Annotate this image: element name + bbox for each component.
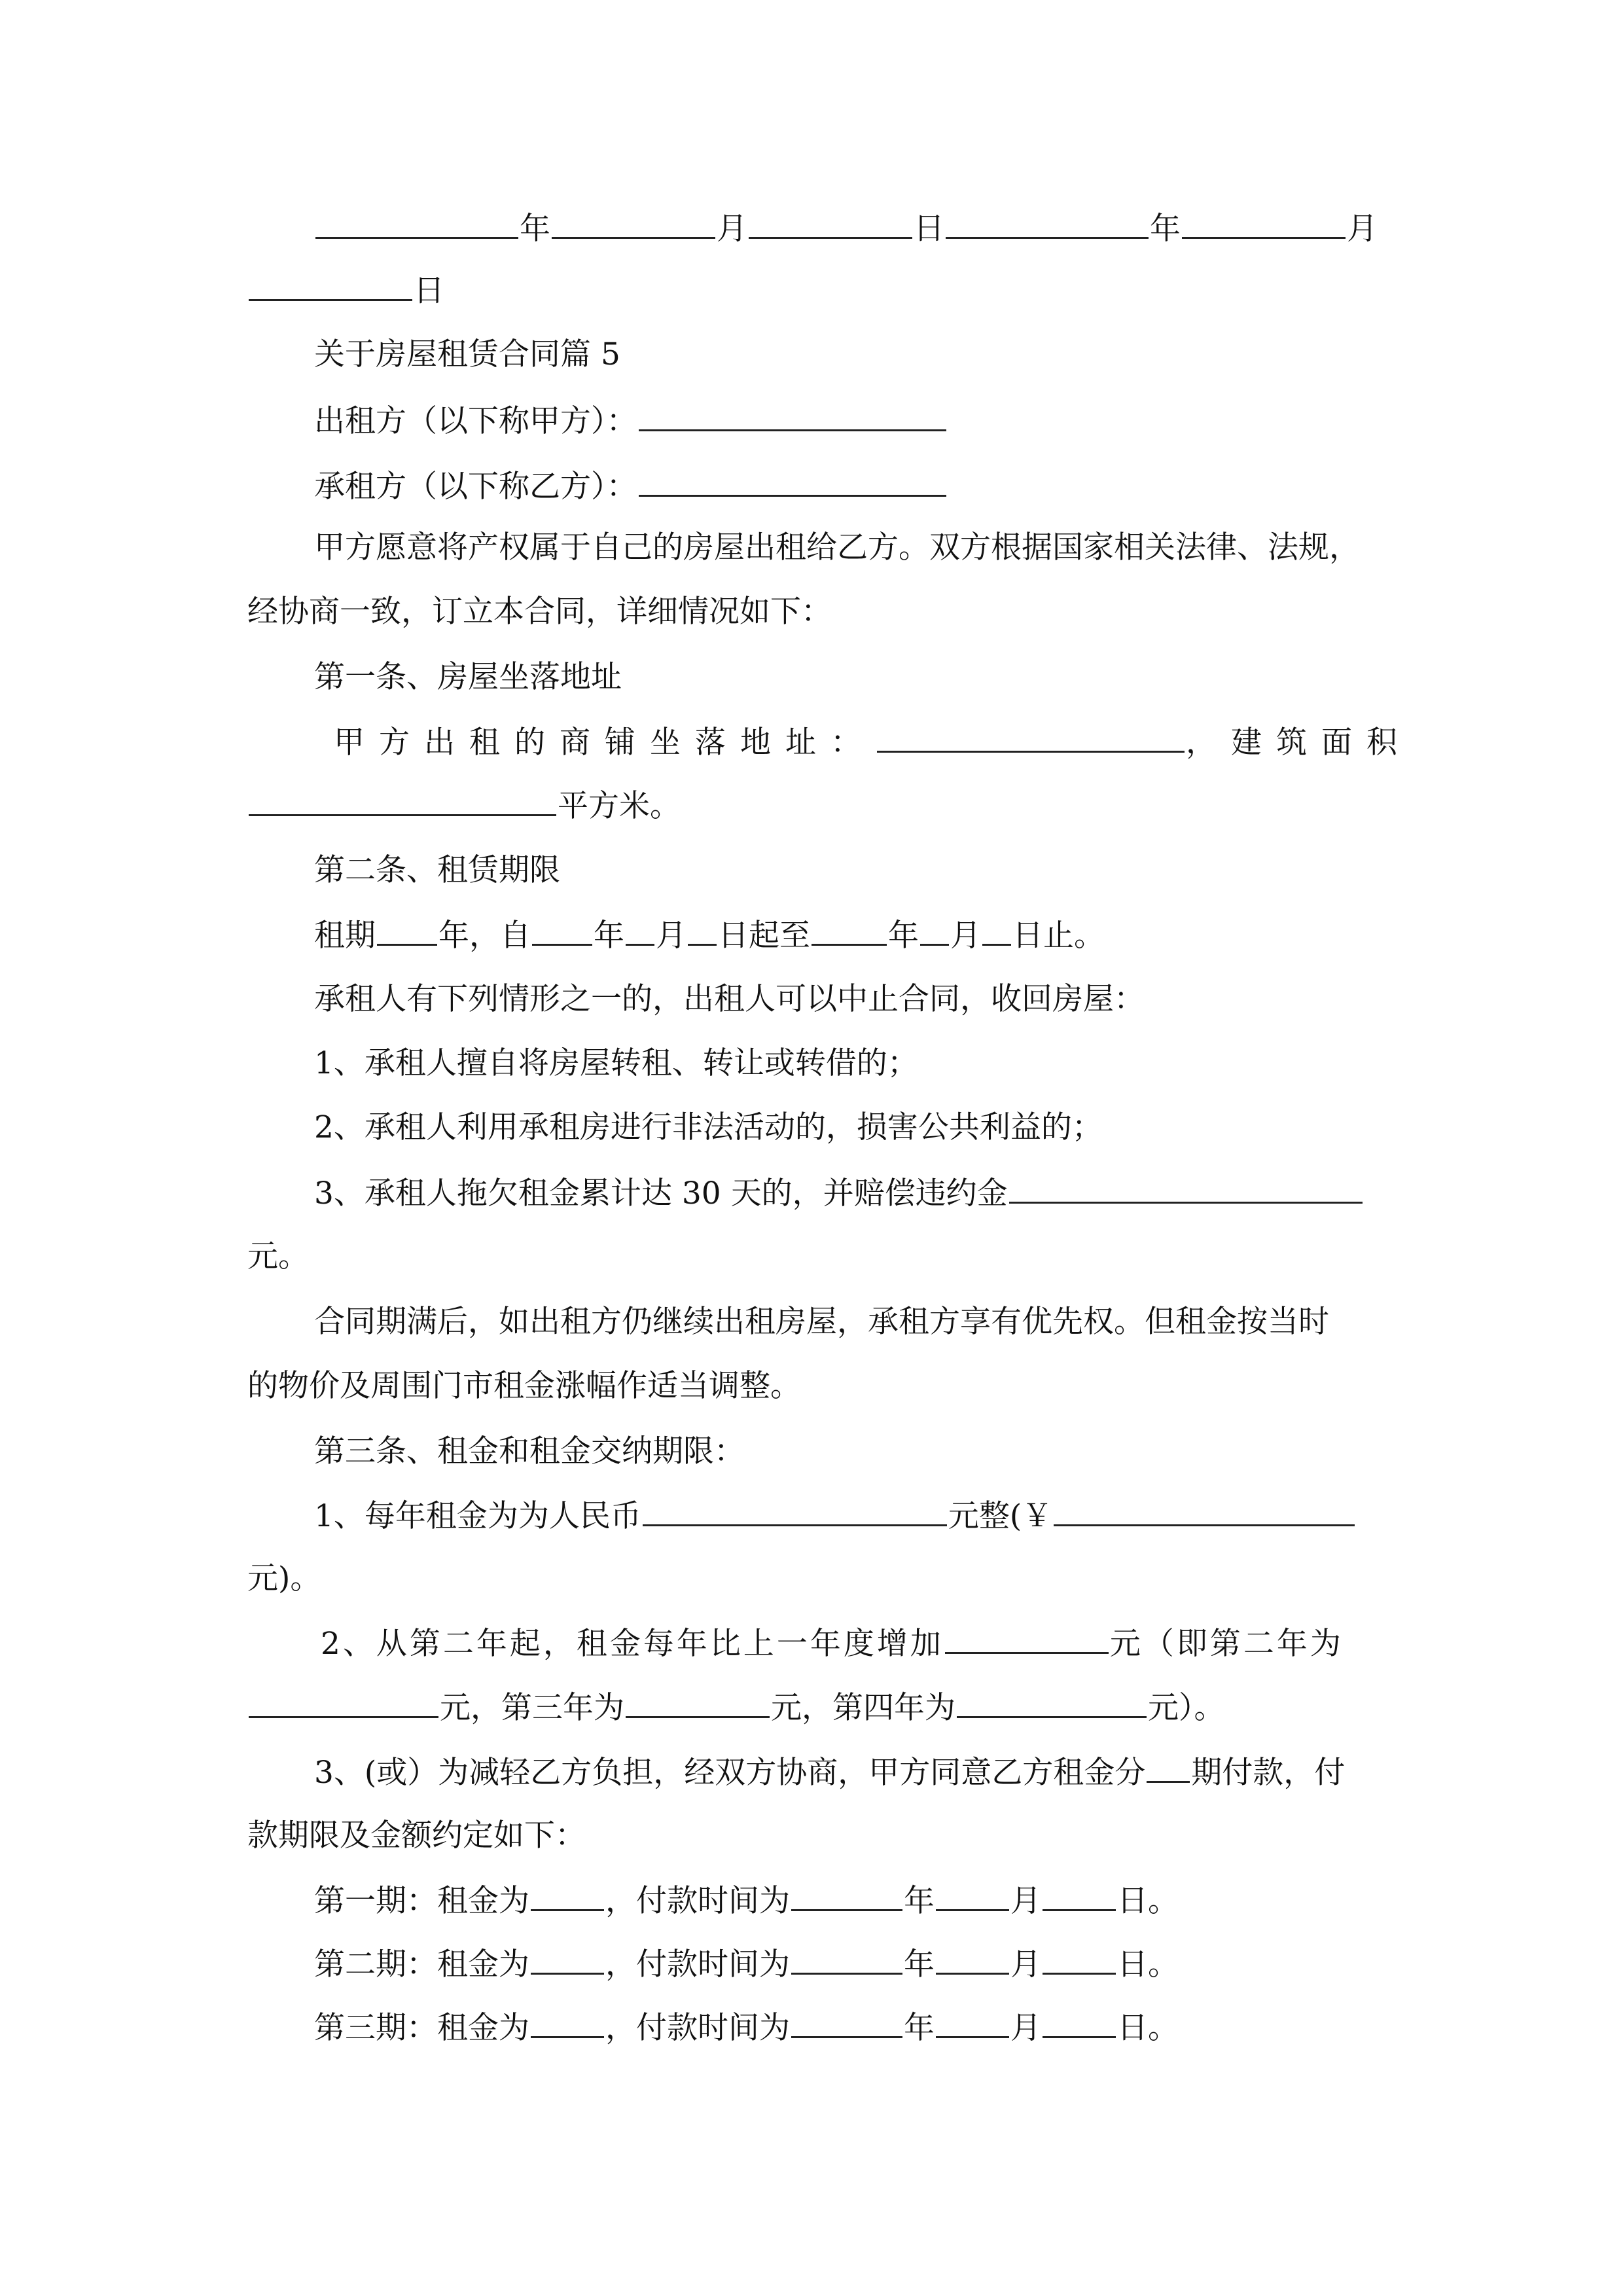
address-label: 甲方出租的商铺坐落地址： (334, 725, 876, 761)
installment-amount-blank[interactable] (531, 1880, 604, 1911)
area-blank[interactable] (249, 785, 556, 816)
article-1-area-line (247, 785, 681, 826)
installment-text: 日。 (1117, 2010, 1179, 2046)
date-blank[interactable] (315, 208, 518, 239)
rent-text: 元（即第二年为 (1109, 1626, 1344, 1662)
penalty-blank[interactable] (1009, 1173, 1363, 1204)
installment-text: ，付款时间为 (605, 2010, 790, 2046)
date-text: 日 (914, 211, 944, 247)
term-blank[interactable] (377, 915, 437, 946)
article-2-title: 第二条、租赁期限 (314, 852, 560, 888)
term-text: 年 (594, 918, 624, 954)
termination-case-1: 1、承租人擅自将房屋转租、转让或转借的； (314, 1045, 918, 1081)
case-3-text: 3、承租人拖欠租金累计达 30 天的，并赔偿违约金 (314, 1175, 1008, 1211)
termination-case-2: 2、承租人利用承租房进行非法活动的，损害公共利益的； (314, 1109, 1103, 1145)
term-blank[interactable] (812, 915, 887, 946)
date-line-cont (247, 270, 444, 311)
installment-intro-line-2: 款期限及金额约定如下： (247, 1818, 586, 1854)
installment-year-blank[interactable] (791, 2007, 902, 2038)
date-text: 年 (520, 211, 550, 247)
renewal-line-1: 合同期满后，如出租方仍继续出租房屋，承租方享有优先权。但租金按当时 (314, 1304, 1329, 1340)
date-blank[interactable] (1182, 208, 1346, 239)
term-blank[interactable] (982, 915, 1011, 946)
installment-text: 日。 (1117, 1883, 1179, 1919)
installment-month-blank[interactable] (936, 1944, 1009, 1975)
date-blank[interactable] (249, 270, 412, 301)
installment-text: 日。 (1117, 1946, 1179, 1982)
installment-text: ，付款时间为 (605, 1946, 790, 1982)
annual-rent-line (314, 1496, 1356, 1536)
termination-intro: 承租人有下列情形之一的，出租人可以中止合同，收回房屋： (314, 981, 1145, 1017)
installment-text: 月 (1010, 2010, 1041, 2046)
article-1-title: 第一条、房屋坐落地址 (314, 659, 622, 695)
rent-text: 1、每年租金为为人民币 (314, 1498, 641, 1534)
renewal-line-2: 的物价及周围门市租金涨幅作适当调整。 (247, 1368, 801, 1404)
date-text: 月 (717, 211, 747, 247)
installment-2 (314, 1944, 1179, 1984)
term-text: 租期 (314, 918, 376, 954)
increase-blank[interactable] (945, 1623, 1109, 1654)
installment-month-blank[interactable] (936, 1880, 1009, 1911)
rent-text: 元，第四年为 (771, 1690, 955, 1726)
rent-text: 元，第三年为 (440, 1690, 624, 1726)
date-text: 月 (1347, 211, 1378, 247)
lessee-blank[interactable] (639, 466, 946, 497)
installment-day-blank[interactable] (1043, 1944, 1116, 1975)
installment-year-blank[interactable] (791, 1880, 902, 1911)
installment-text: ，付款时间为 (605, 1883, 790, 1919)
rent-text: 期付款，付 (1191, 1755, 1346, 1791)
lessor-blank[interactable] (639, 401, 946, 431)
lessee-line (314, 466, 948, 507)
contract-title: 关于房屋租赁合同篇 5 (314, 336, 620, 372)
article-1-address-line (334, 722, 1412, 762)
installment-day-blank[interactable] (1043, 1880, 1116, 1911)
installment-text: 第一期：租金为 (314, 1883, 529, 1919)
installment-text: 年 (904, 1883, 935, 1919)
date-line (314, 208, 1378, 249)
rent-increase-line (321, 1623, 1344, 1664)
article-3-title: 第三条、租金和租金交纳期限： (314, 1433, 745, 1469)
date-blank[interactable] (552, 208, 715, 239)
installment-text: 月 (1010, 1946, 1041, 1982)
date-blank[interactable] (749, 208, 912, 239)
third-year-blank[interactable] (626, 1687, 770, 1718)
date-blank[interactable] (946, 208, 1149, 239)
rent-text: 元整(￥ (948, 1498, 1053, 1534)
lease-term-line (314, 915, 1105, 956)
installment-month-blank[interactable] (936, 2007, 1009, 2038)
address-blank[interactable] (877, 722, 1185, 753)
date-text: 年 (1150, 211, 1181, 247)
installment-intro-line (314, 1752, 1345, 1793)
term-blank[interactable] (532, 915, 592, 946)
term-text: 日起至 (718, 918, 810, 954)
rent-text: 3、(或）为减轻乙方负担，经双方协商，甲方同意乙方租金分 (314, 1755, 1146, 1791)
intro-line-2: 经协商一致，订立本合同，详细情况如下： (247, 594, 832, 630)
term-blank[interactable] (626, 915, 654, 946)
installment-1 (314, 1880, 1179, 1921)
area-unit: 平方米。 (558, 788, 681, 824)
installment-day-blank[interactable] (1043, 2007, 1116, 2038)
second-year-blank[interactable] (249, 1687, 438, 1718)
term-text: 年，自 (438, 918, 531, 954)
term-blank[interactable] (920, 915, 949, 946)
installment-3 (314, 2007, 1179, 2048)
installment-count-blank[interactable] (1147, 1752, 1190, 1783)
term-text: 月 (656, 918, 687, 954)
term-text: 日止。 (1012, 918, 1105, 954)
installment-text: 第三期：租金为 (314, 2010, 529, 2046)
installment-text: 第二期：租金为 (314, 1946, 529, 1982)
installment-year-blank[interactable] (791, 1944, 902, 1975)
lessor-line (314, 401, 948, 441)
termination-case-3-end: 元。 (247, 1238, 309, 1274)
area-label: ，建筑面积 (1186, 725, 1412, 761)
rent-increase-line-2 (247, 1687, 1225, 1728)
annual-rent-end: 元)。 (247, 1560, 321, 1596)
rent-rmb-blank[interactable] (643, 1496, 947, 1526)
installment-text: 年 (904, 2010, 935, 2046)
rent-yen-blank[interactable] (1054, 1496, 1355, 1526)
lessee-label: 承租方（以下称乙方）： (314, 469, 637, 505)
fourth-year-blank[interactable] (957, 1687, 1147, 1718)
term-blank[interactable] (688, 915, 717, 946)
installment-text: 月 (1010, 1883, 1041, 1919)
rent-text: 2、从第二年起，租金每年比上一年度增加 (321, 1626, 944, 1662)
installment-amount-blank[interactable] (531, 1944, 604, 1975)
installment-amount-blank[interactable] (531, 2007, 604, 2038)
term-text: 月 (950, 918, 981, 954)
date-text: 日 (414, 273, 444, 309)
term-text: 年 (888, 918, 919, 954)
termination-case-3 (314, 1173, 1364, 1213)
rent-text: 元）。 (1148, 1690, 1225, 1726)
lessor-label: 出租方（以下称甲方）： (314, 403, 637, 439)
installment-text: 年 (904, 1946, 935, 1982)
intro-line-1: 甲方愿意将产权属于自己的房屋出租给乙方。双方根据国家相关法律、法规， (314, 529, 1360, 565)
